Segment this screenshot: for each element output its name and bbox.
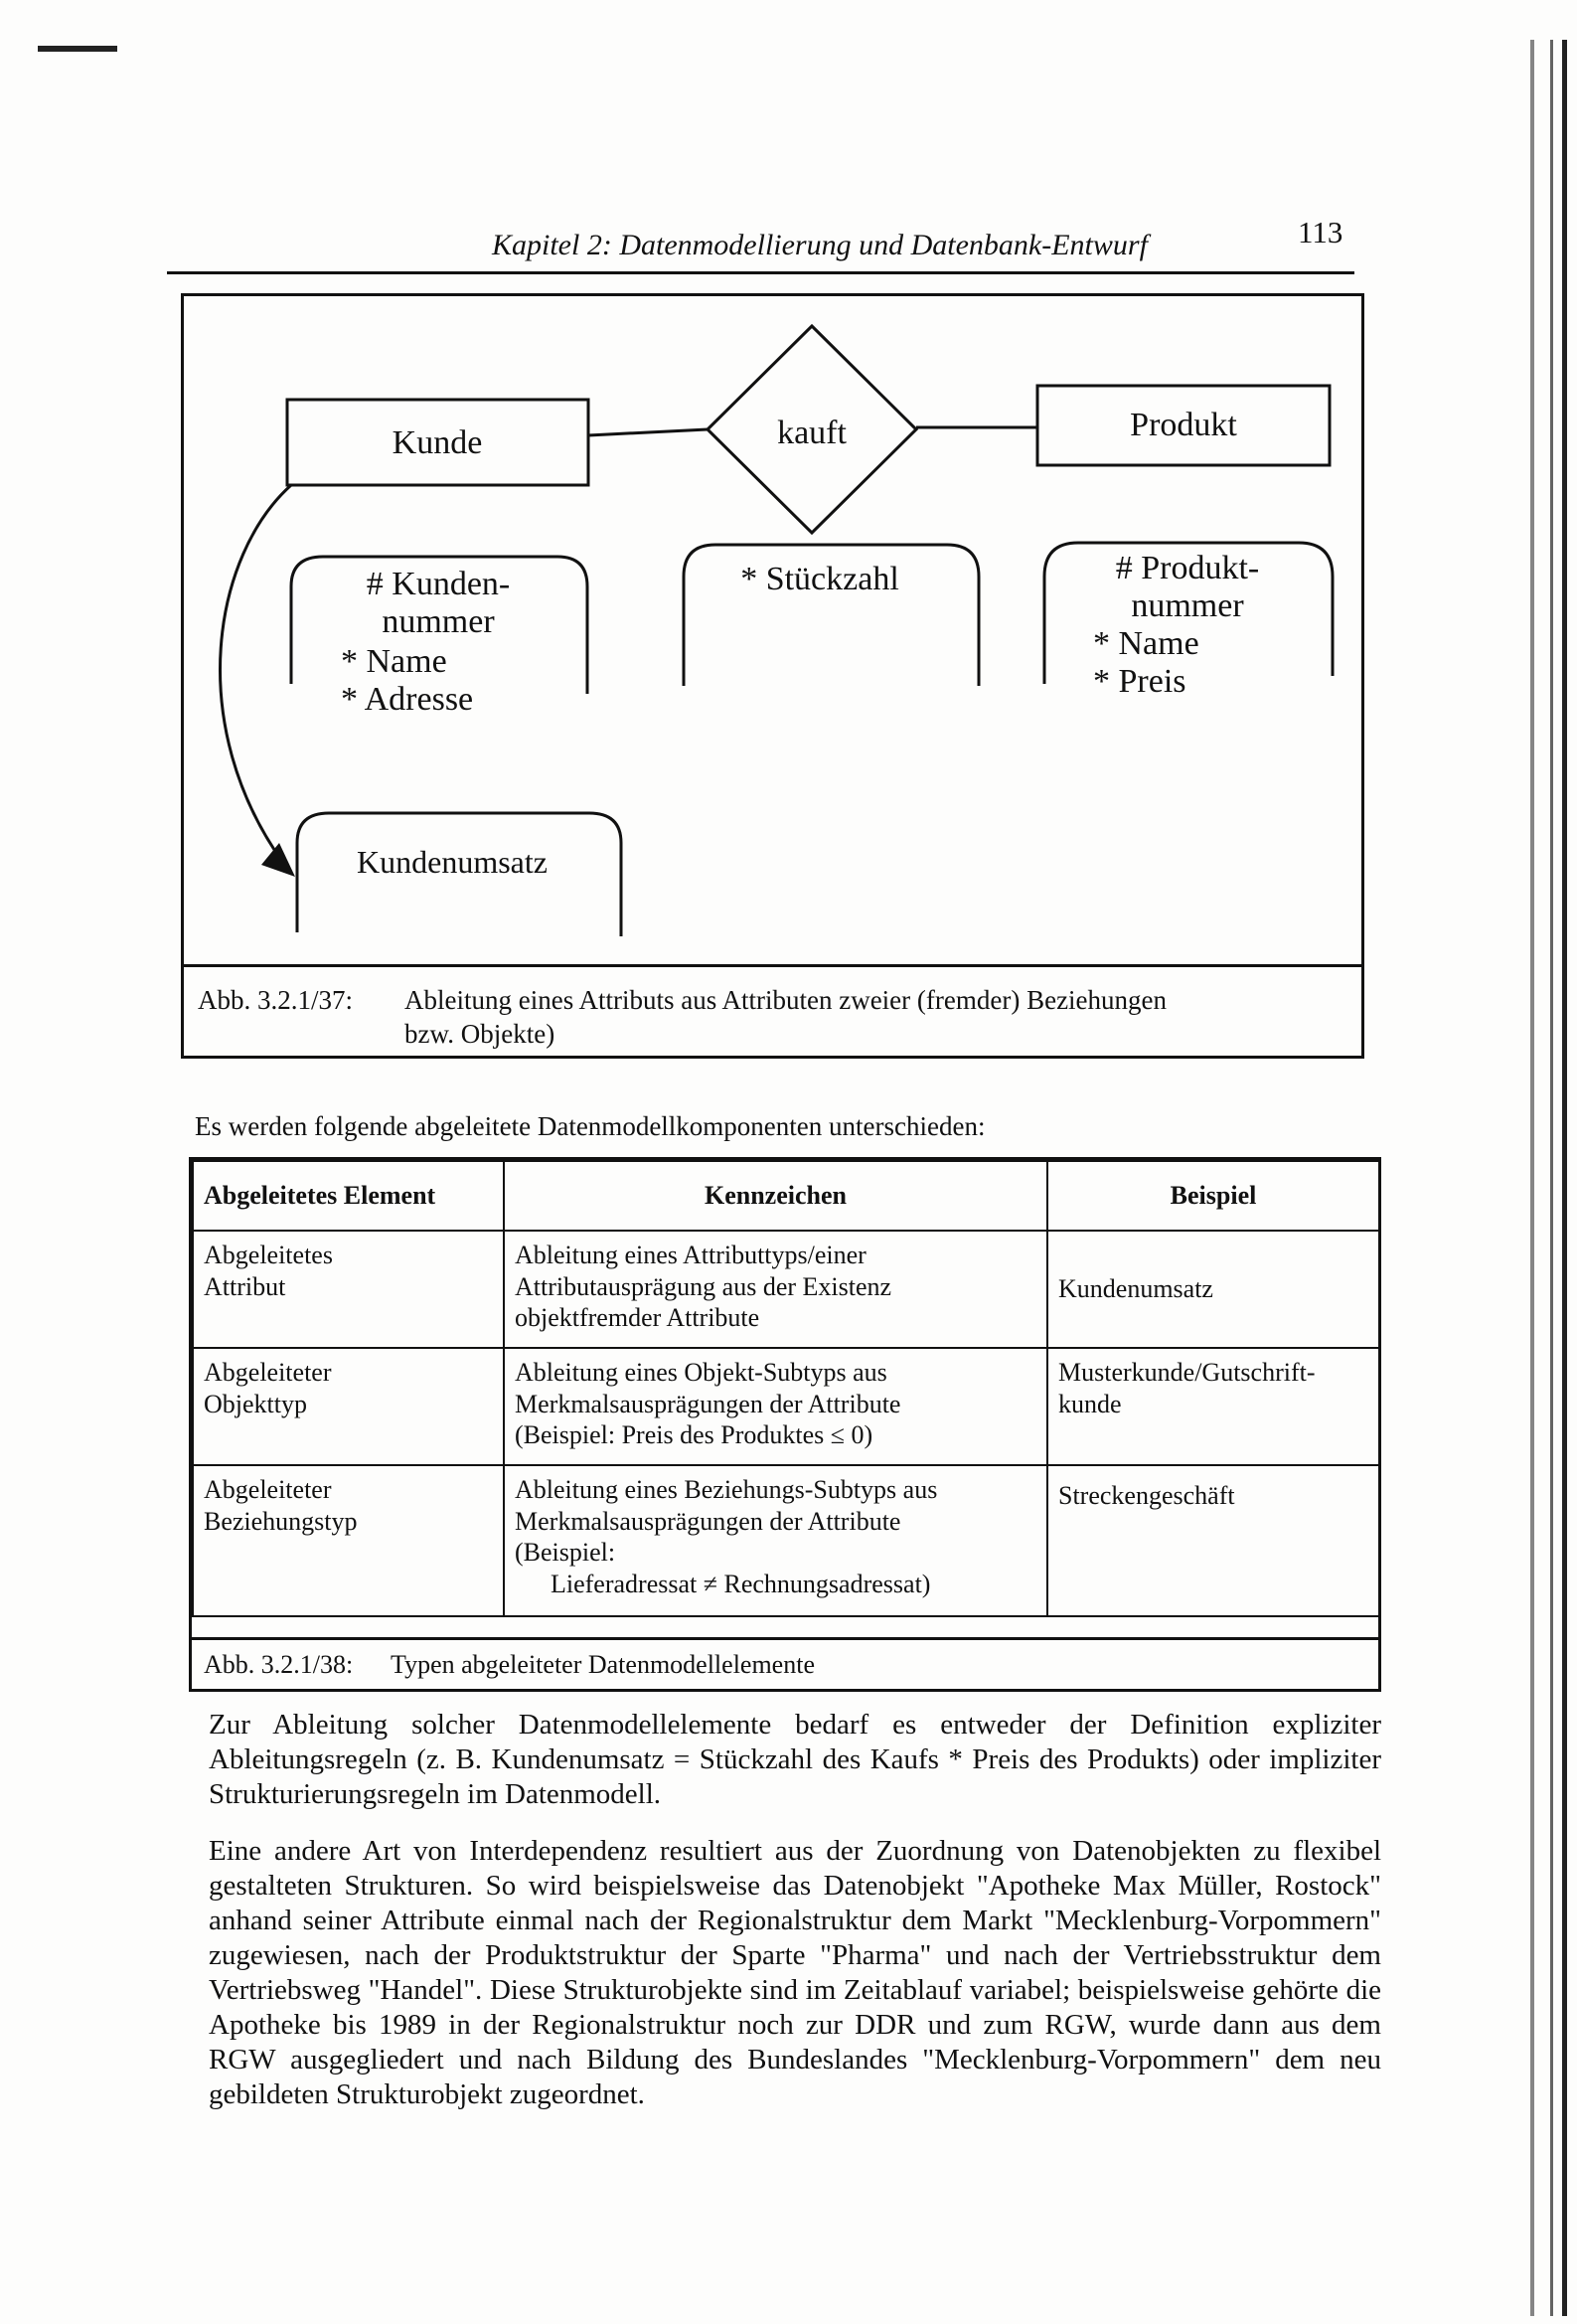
cell-line: Ableitung eines Attributtyps/einer [515, 1241, 867, 1269]
header-rule [167, 271, 1354, 274]
table-caption [192, 1637, 1378, 1689]
col-header-feature: Kennzeichen [504, 1161, 1047, 1231]
cell-line: Ableitung eines Beziehungs-Subtyps aus [515, 1475, 938, 1504]
entity-produkt-label: Produkt [1130, 407, 1237, 443]
cell-line: Abgeleitetes [204, 1241, 333, 1269]
scan-mark-top-left [38, 46, 117, 52]
figure-erd [181, 293, 1364, 1059]
cell-line: (Beispiel: [515, 1538, 616, 1568]
figure-caption-line1: Ableitung eines Attributs aus Attributen zweier (fremder) Beziehungen [404, 985, 1168, 1015]
produkt-attr-4: * Preis [1093, 663, 1186, 700]
derived-types-table [192, 1160, 1380, 1617]
kunde-attr-3: * Name [341, 643, 447, 680]
table-header-row [193, 1161, 1379, 1231]
table-row [193, 1465, 1379, 1616]
table-caption-text: Typen abgeleiteter Datenmodellelemente [391, 1650, 815, 1679]
cell-line: (Beispiel: Preis des Produktes ≤ 0) [515, 1420, 873, 1450]
produkt-attr-2: nummer [1131, 587, 1244, 624]
connector-kunde-kauft [588, 429, 708, 435]
kauft-attr-1: * Stückzahl [740, 561, 899, 597]
produkt-attr-3: * Name [1093, 625, 1199, 662]
derived-types-table-figure [189, 1157, 1381, 1692]
kunde-attr-2: nummer [382, 603, 495, 640]
cell-line: Attribut [204, 1271, 286, 1301]
table-caption-label: Abb. 3.2.1/38: [204, 1650, 354, 1679]
paragraph-1: Zur Ableitung solcher Datenmodellelemente bedarf es entweder der Definition expliziter Ableitungsregeln (z. B. Kundenumsatz = Stückzahl des Kaufs * Preis des Produkts) oder impliziter Strukturierungsregeln im Datenmodell. [209, 1709, 1381, 1810]
intro-text: Es werden folgende abgeleitete Datenmodellkomponenten unterschieden: [195, 1111, 986, 1141]
table-row [193, 1348, 1379, 1465]
cell-example [1047, 1348, 1379, 1465]
cell-element [193, 1231, 504, 1348]
cell-line: objektfremder Attribute [515, 1303, 760, 1333]
figure-caption-line2: bzw. Objekte) [404, 1019, 555, 1049]
col-header-example: Beispiel [1047, 1161, 1379, 1231]
cell-line: kunde [1058, 1389, 1122, 1418]
derivation-curve [221, 485, 291, 863]
arrowhead [261, 843, 295, 877]
figure-caption [184, 964, 1361, 1059]
cell-line: Beziehungstyp [204, 1506, 358, 1536]
cell-line: Merkmalsausprägungen der Attribute [515, 1389, 901, 1418]
relationship-kauft-label: kauft [777, 415, 847, 451]
cell-line: Abgeleiteter [204, 1475, 332, 1504]
cell-example: Streckengeschäft [1047, 1465, 1379, 1616]
derived-attr-label: Kundenumsatz [357, 844, 548, 880]
scan-edge-right [1530, 40, 1534, 2316]
paragraph-2: Eine andere Art von Interdependenz resultiert aus der Zuordnung von Datenobjekten zu flexibel gestalteten Strukturen. So wird beispielsweise das Datenobjekt "Apotheke Max Müller, Rostock" anhand seiner Attribute einmal nach der Regionalstruktur dem Markt "Mecklenburg-Vorpommern" zugewiesen, nach der Produktstruktur der Sparte "Pharma" und nach der Vertriebsstruktur dem Vertriebsweg "Handel". Diese Strukturobjekte sind im Zeitablauf variabel; beispielsweise gehörte die Apotheke bis 1989 in der Regionalstruktur noch zur DDR und zum RGW, wurde dann aus dem RGW ausgegliedert und nach Bildung des Bundeslandes "Mecklenburg-Vorpommern" dem neu gebildeten Strukturobjekt zugeordnet. [209, 1835, 1381, 2110]
scan-edge-right-2 [1550, 40, 1553, 2316]
cell-feature [504, 1348, 1047, 1465]
cell-line: Objekttyp [204, 1389, 307, 1418]
running-title: Kapitel 2: Datenmodellierung und Datenbank-Entwurf [492, 229, 1148, 261]
scan-edge-right-3 [1562, 40, 1567, 2316]
cell-line: Lieferadressat ≠ Rechnungsadressat) [551, 1570, 931, 1599]
table-row [193, 1231, 1379, 1348]
page-number: 113 [1298, 215, 1343, 249]
erd-diagram [184, 296, 1367, 964]
kunde-attr-4: * Adresse [341, 681, 474, 718]
cell-feature [504, 1465, 1047, 1616]
cell-example: Kundenumsatz [1047, 1231, 1379, 1348]
cell-element [193, 1348, 504, 1465]
cell-line: Attributausprägung aus der Existenz [515, 1271, 892, 1301]
cell-feature [504, 1231, 1047, 1348]
entity-kunde-label: Kunde [392, 424, 483, 461]
cell-line: Ableitung eines Objekt-Subtyps aus [515, 1358, 887, 1387]
cell-line: Musterkunde/Gutschrift- [1058, 1358, 1316, 1387]
cell-line: Abgeleiteter [204, 1358, 332, 1387]
cell-element [193, 1465, 504, 1616]
kunde-attr-1: # Kunden- [366, 566, 511, 602]
cell-line: Merkmalsausprägungen der Attribute [515, 1506, 901, 1536]
figure-caption-label: Abb. 3.2.1/37: [198, 985, 354, 1015]
col-header-element: Abgeleitetes Element [193, 1161, 504, 1231]
produkt-attr-1: # Produkt- [1115, 550, 1260, 586]
